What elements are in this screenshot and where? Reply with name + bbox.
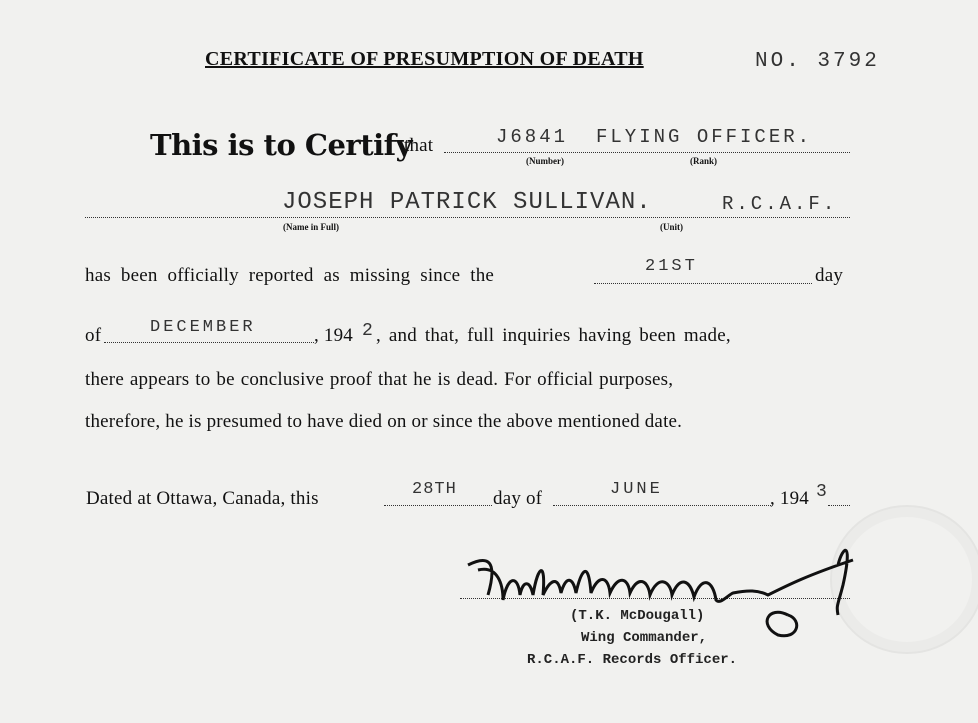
signatory-name: (T.K. McDougall) [570,608,705,624]
dated-day-line [384,505,492,506]
year-dots [828,505,850,506]
rank: FLYING OFFICER. [596,126,813,148]
of-text: of [85,325,102,346]
full-name: JOSEPH PATRICK SULLIVAN. [282,189,652,216]
missing-month-line [104,342,314,343]
dated-month: JUNE [610,480,663,499]
unit-label: (Unit) [660,222,683,232]
dated-year-prefix: , 194 [770,488,809,509]
that-text: that [404,135,434,156]
missing-day: 21ST [645,257,698,276]
number-label: (Number) [526,156,564,166]
line3-text: there appears to be conclusive proof that he is dead. For official purposes, [85,369,674,390]
signatory-rank: Wing Commander, [581,630,708,646]
missing-day-line [594,283,812,284]
line2-text: , and that, full inquiries having been made, [376,325,731,346]
missing-year-digit: 2 [362,321,373,341]
dated-year-digit: 3 [816,482,827,502]
certify-heading: This is to Certify [150,128,412,162]
number-rank-line [444,152,850,153]
service-number: J6841 [496,126,569,148]
missing-text: has been officially reported as missing since the [85,265,495,286]
day-text: day [815,265,844,286]
rank-label: (Rank) [690,156,718,166]
dated-text: Dated at Ottawa, Canada, this [86,488,319,509]
line4-text: therefore, he is presumed to have died on or since the above mentioned date. [85,411,683,432]
certificate-number: NO. 3792 [755,50,880,73]
day-of-text: day of [493,488,543,509]
signatory-title: R.C.A.F. Records Officer. [527,652,738,668]
name-unit-line [85,217,850,218]
missing-year-prefix: , 194 [314,325,353,346]
unit: R.C.A.F. [722,193,838,215]
missing-month: DECEMBER [150,318,256,337]
dated-month-line [553,505,771,506]
name-label: (Name in Full) [283,222,339,232]
dated-day: 28TH [412,480,457,499]
certificate-title: CERTIFICATE OF PRESUMPTION OF DEATH [205,48,644,70]
